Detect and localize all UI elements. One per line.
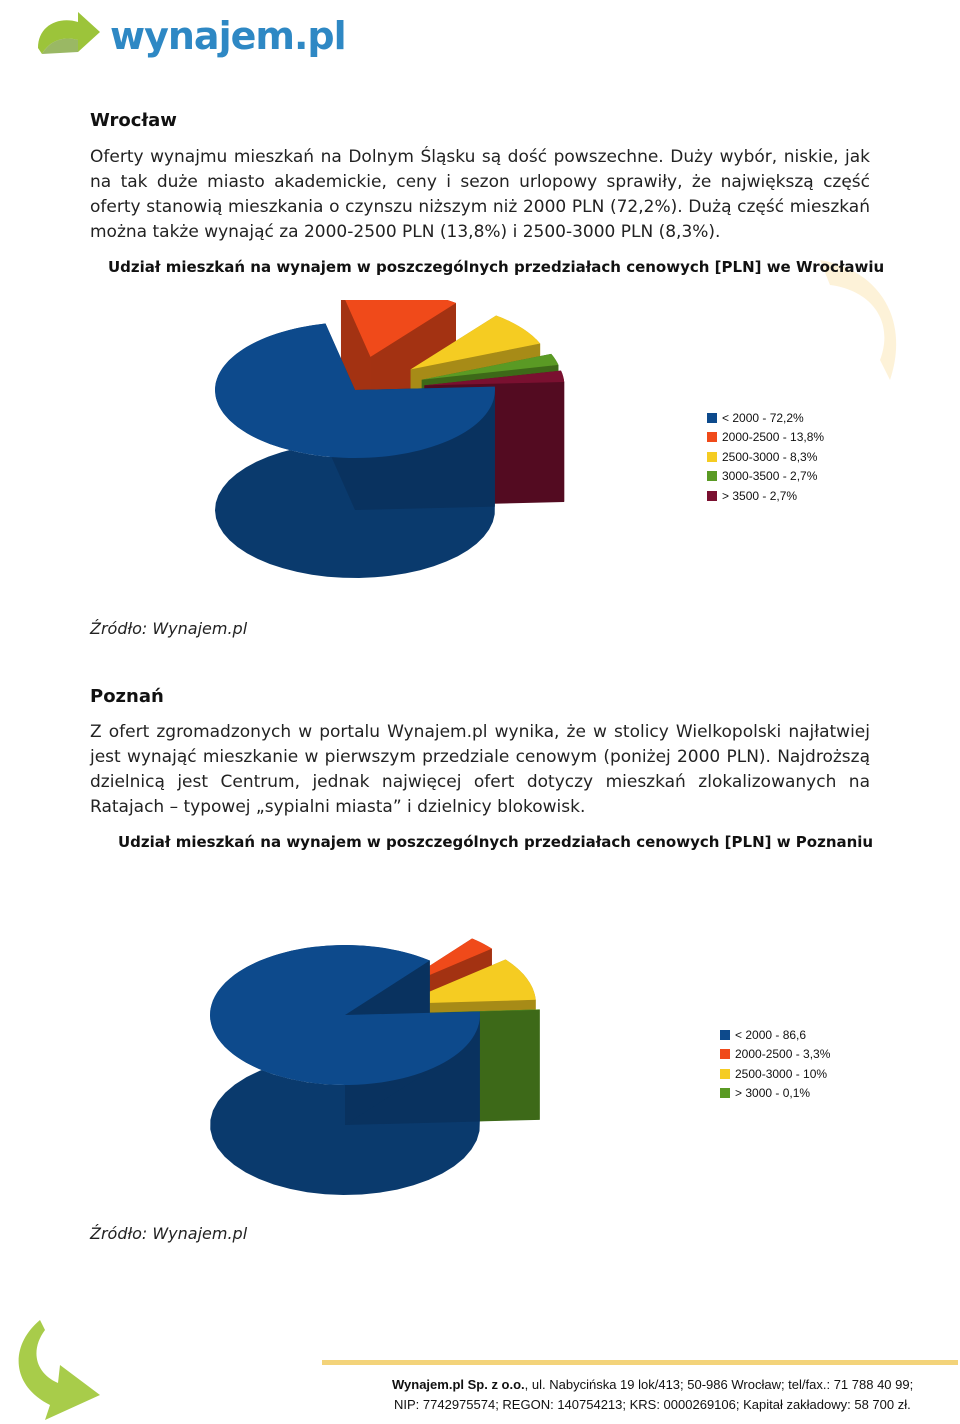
legend-label: < 2000 - 72,2% [722, 410, 804, 425]
legend-label: > 3000 - 0,1% [735, 1086, 811, 1101]
legend-swatch [707, 471, 717, 481]
legend-swatch [707, 452, 717, 462]
legend-label: > 3500 - 2,7% [722, 488, 798, 503]
pie-chart-wroclaw [180, 300, 640, 620]
logo-arrow-icon [28, 8, 108, 68]
legend-label: 2000-2500 - 3,3% [735, 1047, 831, 1062]
footer-arrow-icon [0, 1315, 110, 1424]
legend-item [720, 1084, 830, 1104]
paragraph-poznan: Z ofert zgromadzonych w portalu Wynajem.pl wynika, że w stolicy Wielkopolski najłatwiej jest wynająć mieszkanie w pierwszym przedziale cenowym (poniżej 2000 PLN). Najdroższą dzielnicą jest Centrum, jednak najwięcej ofert dotyczy mieszkań zlokalizowanych na Ratajach – typowej „sypialni miasta” i dzielnicy blokowisk. [90, 722, 870, 817]
pie-chart-poznan [180, 920, 640, 1200]
legend-item [720, 1045, 830, 1065]
source-poznan: Źródło: Wynajem.pl [90, 1224, 248, 1243]
legend-swatch [720, 1049, 730, 1059]
paragraph-wroclaw: Oferty wynajmu mieszkań na Dolnym Śląsku są dość powszechne. Duży wybór, niskie, jak na tak duże miasto akademickie, ceny i sezon urlopowy sprawiły, że największą część oferty stanowią mieszkania o czynszu niższym niż 2000 PLN (72,2%). Dużą część mieszkań można także wynająć za 2000-2500 PLN (13,8%) i 2500-3000 PLN (8,3%). [90, 147, 870, 242]
legend-label: 3000-3500 - 2,7% [722, 469, 818, 484]
legend-item [707, 428, 824, 448]
footer-address: , ul. Nabycińska 19 lok/413; 50-986 Wrocław; tel/fax.: 71 788 40 99; [524, 1377, 914, 1392]
legend-swatch [720, 1069, 730, 1079]
legend-item [707, 467, 824, 487]
footer-company: Wynajem.pl Sp. z o.o. [392, 1377, 525, 1392]
legend-item [720, 1025, 830, 1045]
legend-swatch [707, 413, 717, 423]
legend-label: < 2000 - 86,6 [735, 1027, 807, 1042]
chart-title-wroclaw: Udział mieszkań na wynajem w poszczególnych przedziałach cenowych [PLN] we Wrocławiu [108, 258, 885, 276]
legend-label: 2000-2500 - 13,8% [722, 430, 825, 445]
legend-poznan [720, 1025, 830, 1103]
source-wroclaw: Źródło: Wynajem.pl [90, 619, 248, 638]
legend-swatch [720, 1088, 730, 1098]
section-heading-wroclaw: Wrocław [90, 110, 177, 131]
logo [28, 8, 368, 68]
footer-registry: NIP: 7742975574; REGON: 140754213; KRS: 0000269106; Kapitał zakładowy: 58 700 zł. [394, 1397, 911, 1412]
legend-label: 2500-3000 - 8,3% [722, 449, 818, 464]
chart-title-poznan: Udział mieszkań na wynajem w poszczególnych przedziałach cenowych [PLN] w Poznaniu [118, 833, 874, 851]
section-heading-poznan: Poznań [90, 686, 164, 707]
footer-divider [322, 1360, 958, 1365]
legend-swatch [707, 491, 717, 501]
legend-item [707, 408, 824, 428]
logo-text: wynajem.pl [110, 14, 346, 58]
legend-item [707, 447, 824, 467]
legend-label: 2500-3000 - 10% [735, 1066, 828, 1081]
footer-address-line [392, 1377, 913, 1392]
legend-item [707, 486, 824, 506]
legend-swatch [707, 432, 717, 442]
legend-item [720, 1064, 830, 1084]
legend-wroclaw [707, 408, 824, 506]
legend-swatch [720, 1030, 730, 1040]
